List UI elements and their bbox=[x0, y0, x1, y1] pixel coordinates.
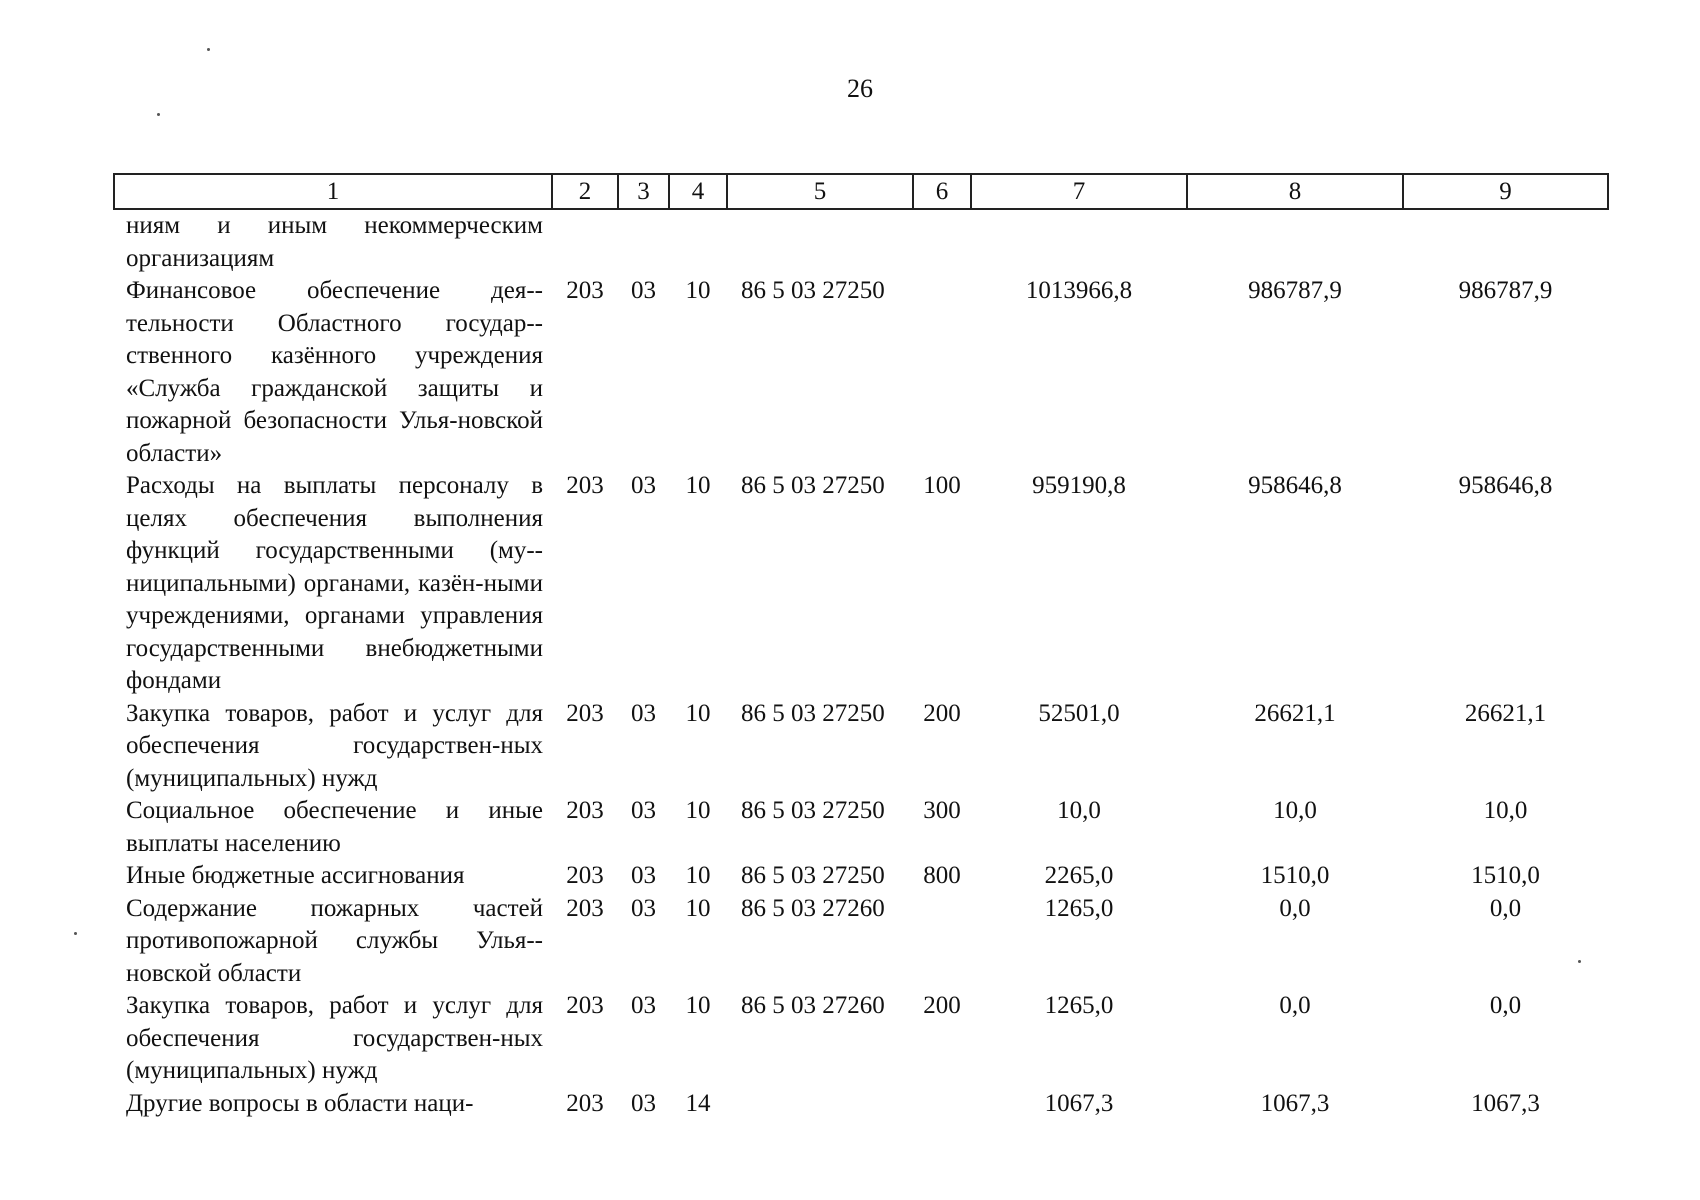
cell-col4 bbox=[669, 209, 727, 275]
cell-col2: 203 bbox=[566, 1089, 604, 1117]
table-row bbox=[114, 209, 1608, 275]
cell-col5: 86 5 03 27250 bbox=[741, 277, 885, 304]
row-description: Закупка товаров, работ и услуг для обеспечения государствен-ных (муниципальных) нужд bbox=[126, 699, 543, 792]
column-header-2: 2 bbox=[552, 174, 618, 209]
cell-col9: 0,0 bbox=[1489, 992, 1522, 1019]
cell-col7: 2265,0 bbox=[1044, 862, 1114, 889]
column-header-5: 5 bbox=[727, 174, 913, 209]
column-header-8: 8 bbox=[1187, 174, 1403, 209]
cell-col6 bbox=[913, 275, 971, 470]
row-description: Иные бюджетные ассигнования bbox=[126, 862, 465, 889]
column-header-4: 4 bbox=[669, 174, 727, 209]
table-row bbox=[114, 990, 1608, 1088]
cell-col5: 86 5 03 27250 bbox=[741, 862, 885, 889]
cell-col3: 03 bbox=[631, 862, 656, 889]
budget-table bbox=[113, 173, 1609, 1120]
table-row bbox=[114, 470, 1608, 698]
cell-col8: 986787,9 bbox=[1248, 277, 1342, 304]
column-header-1: 1 bbox=[114, 174, 552, 209]
cell-col4: 10 bbox=[685, 992, 711, 1019]
row-description: Другие вопросы в области наци- bbox=[126, 1089, 474, 1117]
cell-col4: 10 bbox=[685, 472, 711, 499]
cell-col8: 10,0 bbox=[1273, 797, 1317, 824]
cell-col2: 203 bbox=[566, 992, 604, 1019]
column-header-9: 9 bbox=[1403, 174, 1608, 209]
cell-col5 bbox=[727, 209, 913, 275]
cell-col9: 10,0 bbox=[1483, 797, 1528, 824]
cell-col9: 0,0 bbox=[1489, 894, 1522, 922]
cell-col2: 203 bbox=[566, 797, 604, 824]
cell-col5: 86 5 03 27250 bbox=[741, 699, 885, 727]
cell-col5 bbox=[727, 1088, 913, 1121]
cell-col9: 986787,9 bbox=[1458, 277, 1553, 304]
cell-col4: 10 bbox=[685, 797, 711, 824]
cell-col9: 958646,8 bbox=[1458, 472, 1553, 499]
cell-col5: 86 5 03 27250 bbox=[741, 472, 885, 499]
cell-col4: 10 bbox=[685, 862, 711, 889]
cell-col3: 03 bbox=[631, 992, 656, 1019]
row-description: Расходы на выплаты персоналу в целях обеспечения выполнения функций государственными (му-ниципальными) органами, казён-ными учреждениями, органами управления государственными внебюджетными фондами bbox=[126, 472, 543, 694]
cell-col2: 203 bbox=[566, 472, 604, 499]
row-description: Содержание пожарных частей противопожарной службы Улья-новской области bbox=[126, 894, 543, 987]
cell-col8: 1510,0 bbox=[1260, 862, 1330, 889]
cell-col2: 203 bbox=[566, 699, 604, 727]
row-description: Закупка товаров, работ и услуг для обеспечения государствен-ных (муниципальных) нужд bbox=[126, 992, 543, 1084]
cell-col9: 1067,3 bbox=[1471, 1089, 1540, 1117]
table-row bbox=[114, 1088, 1608, 1121]
cell-col2: 203 bbox=[566, 277, 604, 304]
cell-col6 bbox=[913, 209, 971, 275]
cell-col8 bbox=[1187, 209, 1403, 275]
scan-speck bbox=[157, 113, 160, 116]
cell-col6: 300 bbox=[923, 797, 961, 824]
cell-col8: 0,0 bbox=[1279, 894, 1311, 922]
cell-col9: 1510,0 bbox=[1471, 862, 1540, 889]
cell-col2: 203 bbox=[566, 862, 604, 889]
column-header-6: 6 bbox=[913, 174, 971, 209]
cell-col8: 0,0 bbox=[1279, 992, 1311, 1019]
column-header-7: 7 bbox=[971, 174, 1187, 209]
cell-col4: 10 bbox=[685, 894, 711, 922]
cell-col6: 200 bbox=[923, 992, 961, 1019]
scan-speck bbox=[207, 48, 210, 51]
table-row bbox=[114, 698, 1608, 796]
cell-col8: 26621,1 bbox=[1254, 699, 1336, 727]
cell-col7: 1067,3 bbox=[1044, 1089, 1114, 1117]
cell-col6: 200 bbox=[923, 699, 961, 727]
cell-col7: 1265,0 bbox=[1044, 992, 1114, 1019]
cell-col6: 100 bbox=[923, 472, 961, 499]
cell-col8: 958646,8 bbox=[1248, 472, 1342, 499]
cell-col6: 800 bbox=[923, 862, 961, 889]
cell-col8: 1067,3 bbox=[1260, 1089, 1330, 1117]
scan-speck bbox=[74, 932, 77, 935]
table-row bbox=[114, 860, 1608, 893]
cell-col9: 26621,1 bbox=[1464, 699, 1547, 727]
cell-col6 bbox=[913, 1088, 971, 1121]
cell-col5: 86 5 03 27260 bbox=[741, 992, 885, 1019]
cell-col5: 86 5 03 27250 bbox=[741, 797, 885, 824]
cell-col3 bbox=[618, 209, 669, 275]
cell-col7 bbox=[971, 209, 1187, 275]
cell-col3: 03 bbox=[631, 894, 656, 922]
cell-col3: 03 bbox=[631, 277, 656, 304]
table-row bbox=[114, 795, 1608, 860]
cell-col7: 1265,0 bbox=[1044, 894, 1114, 922]
scan-speck bbox=[1578, 960, 1581, 963]
row-description: Социальное обеспечение и иные выплаты населению bbox=[126, 797, 543, 857]
page-number: 26 bbox=[847, 74, 873, 103]
cell-col3: 03 bbox=[631, 699, 656, 727]
cell-col7: 52501,0 bbox=[1038, 699, 1120, 727]
cell-col2: 203 bbox=[566, 894, 604, 922]
cell-col3: 03 bbox=[631, 472, 656, 499]
cell-col4: 10 bbox=[685, 699, 711, 727]
cell-col4: 14 bbox=[685, 1089, 711, 1117]
table-row bbox=[114, 893, 1608, 991]
cell-col7: 1013966,8 bbox=[1025, 277, 1133, 304]
column-header-3: 3 bbox=[618, 174, 669, 209]
table-row bbox=[114, 275, 1608, 470]
row-description: ниям и иным некоммерческим организациям bbox=[126, 212, 543, 272]
cell-col6 bbox=[913, 893, 971, 991]
header-row bbox=[114, 174, 1608, 209]
cell-col2 bbox=[552, 209, 618, 275]
cell-col3: 03 bbox=[631, 1089, 656, 1117]
cell-col7: 959190,8 bbox=[1032, 472, 1126, 499]
cell-col5: 86 5 03 27260 bbox=[741, 894, 885, 922]
cell-col7: 10,0 bbox=[1057, 797, 1101, 824]
cell-col3: 03 bbox=[631, 797, 656, 824]
cell-col4: 10 bbox=[685, 277, 711, 304]
cell-col9 bbox=[1403, 209, 1608, 275]
row-description: Финансовое обеспечение дея-тельности Областного государ-ственного казённого учреждения «Служба гражданской защиты и пожарной безопасности Улья-новской области» bbox=[126, 277, 543, 467]
